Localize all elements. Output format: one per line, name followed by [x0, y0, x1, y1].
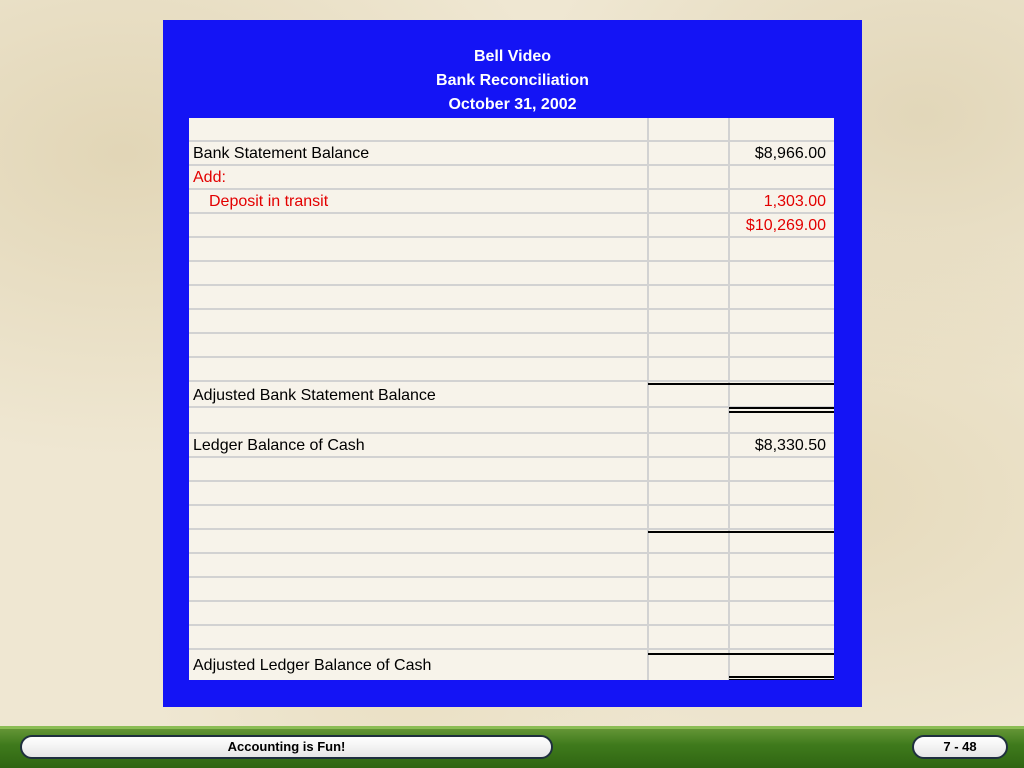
- table-row: [189, 384, 834, 408]
- double-underline: [729, 411, 834, 413]
- table-row: [189, 118, 834, 142]
- footer-caption: Accounting is Fun!: [20, 735, 553, 759]
- deposit-in-transit-label: Deposit in transit: [209, 193, 329, 210]
- slide-number: 7 - 48: [912, 735, 1008, 759]
- table-row: [189, 482, 834, 506]
- ledger-balance-amount: $8,330.50: [754, 437, 826, 454]
- subtotal-amount: $10,269.00: [745, 217, 826, 234]
- add-label: Add:: [193, 169, 226, 186]
- double-underline: [729, 407, 834, 409]
- table-row: [189, 334, 834, 358]
- table-row: [189, 238, 834, 262]
- adjusted-bank-balance-label: Adjusted Bank Statement Balance: [193, 387, 436, 404]
- table-row: [189, 190, 834, 214]
- footer-bar: [0, 726, 1024, 768]
- table-row: [189, 626, 834, 650]
- table-row: [189, 358, 834, 382]
- table-row: [189, 554, 834, 578]
- table-row: [189, 458, 834, 482]
- total-rule: [648, 653, 834, 655]
- double-underline: [729, 679, 834, 680]
- company-title: Bell Video: [473, 48, 552, 65]
- total-rule: [648, 531, 834, 533]
- table-row: [189, 410, 834, 434]
- adjusted-ledger-balance-label: Adjusted Ledger Balance of Cash: [193, 657, 432, 674]
- deposit-in-transit-amount: 1,303.00: [763, 193, 826, 210]
- table-row: [189, 286, 834, 310]
- table-row: [189, 214, 834, 238]
- double-underline: [729, 676, 834, 678]
- table-row: [189, 142, 834, 166]
- report-title: Bank Reconciliation: [436, 72, 589, 89]
- table-row: [189, 262, 834, 286]
- table-row: [189, 310, 834, 334]
- reconciliation-table: [189, 118, 834, 680]
- bank-statement-balance-amount: $8,966.00: [754, 145, 826, 162]
- table-row: [189, 530, 834, 554]
- table-row: [189, 166, 834, 190]
- table-row: [189, 602, 834, 626]
- table-row: [189, 434, 834, 458]
- bank-statement-balance-label: Bank Statement Balance: [193, 145, 370, 162]
- table-row: [189, 506, 834, 530]
- report-date: October 31, 2002: [448, 96, 577, 113]
- ledger-balance-label: Ledger Balance of Cash: [193, 437, 365, 454]
- table-row: [189, 578, 834, 602]
- total-rule: [648, 383, 834, 385]
